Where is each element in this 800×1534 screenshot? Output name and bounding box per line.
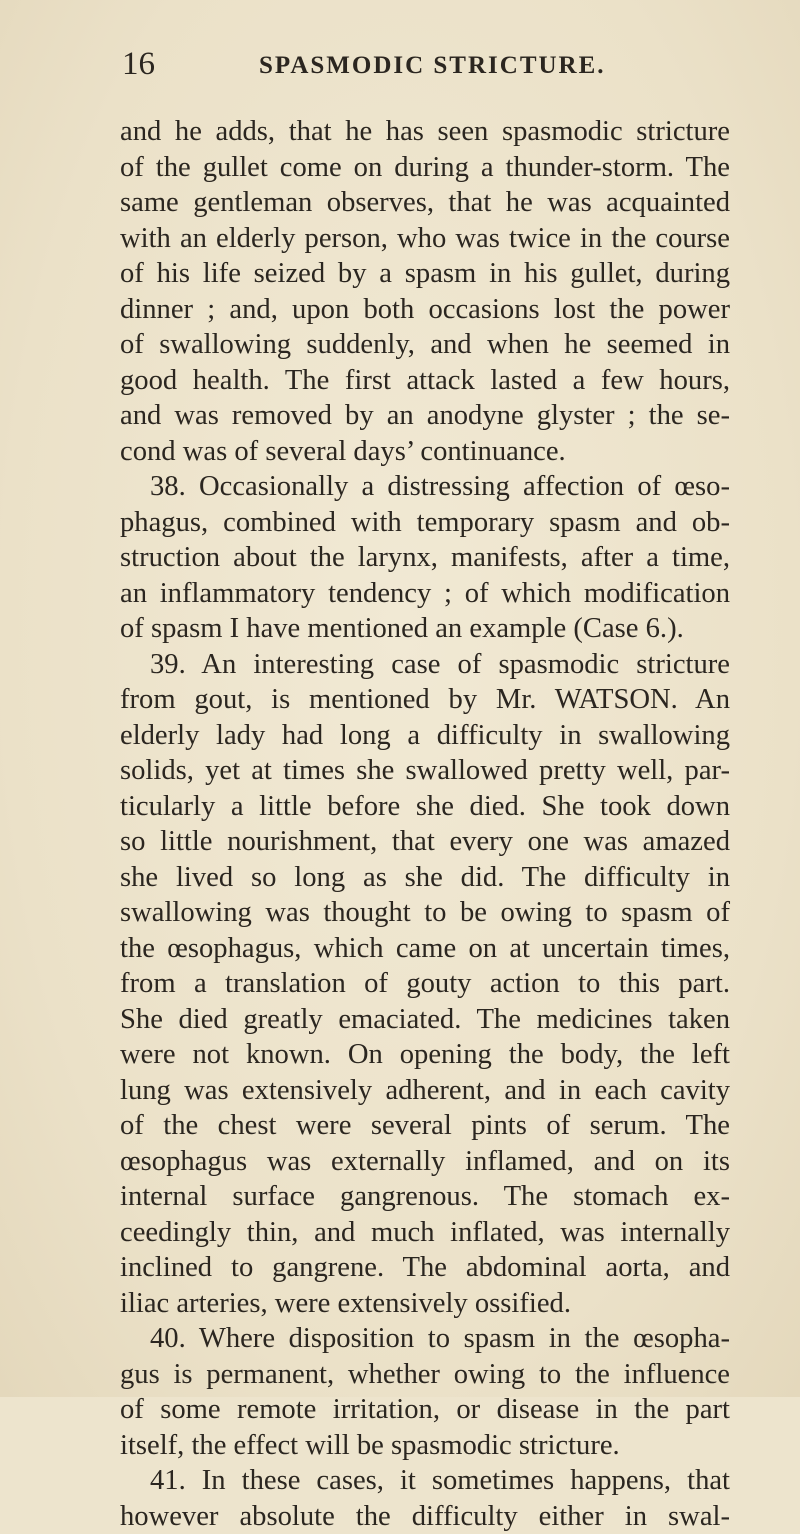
- body-text: [120, 114, 730, 1534]
- text-line: elderly lady had long a difficulty in swallowing: [120, 718, 730, 754]
- text-line: œsophagus was externally inflamed, and on its: [120, 1144, 730, 1180]
- text-line: struction about the larynx, manifests, after a time,: [120, 540, 730, 576]
- text-line: gus is permanent, whether owing to the influence: [120, 1357, 730, 1393]
- paragraph-40-start: 40. Where disposition to spasm in the œsopha-: [120, 1321, 730, 1357]
- text-line: inclined to gangrene. The abdominal aorta, and: [120, 1250, 730, 1286]
- page-number: 16: [122, 46, 155, 83]
- text-line: cond was of several days’ continuance.: [120, 434, 730, 470]
- text-line: internal surface gangrenous. The stomach ex-: [120, 1179, 730, 1215]
- text-line: dinner ; and, upon both occasions lost the power: [120, 292, 730, 328]
- text-line: phagus, combined with temporary spasm and ob-: [120, 505, 730, 541]
- text-line: lung was extensively adherent, and in each cavity: [120, 1073, 730, 1109]
- text-line: were not known. On opening the body, the left: [120, 1037, 730, 1073]
- running-title: SPASMODIC STRICTURE.: [259, 52, 606, 80]
- text-line: of swallowing suddenly, and when he seemed in: [120, 327, 730, 363]
- text-line: of the chest were several pints of serum. The: [120, 1108, 730, 1144]
- text-line: solids, yet at times she swallowed pretty well, par-: [120, 753, 730, 789]
- paragraph-38-start: 38. Occasionally a distressing affection of œso-: [120, 469, 730, 505]
- text-line: and was removed by an anodyne glyster ; the se-: [120, 398, 730, 434]
- text-line: with an elderly person, who was twice in the course: [120, 221, 730, 257]
- text-line: of his life seized by a spasm in his gullet, during: [120, 256, 730, 292]
- text-line: of some remote irritation, or disease in the part: [120, 1392, 730, 1428]
- text-line: same gentleman observes, that he was acquainted: [120, 185, 730, 221]
- text-line: of spasm I have mentioned an example (Case 6.).: [120, 611, 730, 647]
- text-line: iliac arteries, were extensively ossified.: [120, 1286, 730, 1322]
- text-line: good health. The first attack lasted a few hours,: [120, 363, 730, 399]
- text-line: she lived so long as she did. The difficulty in: [120, 860, 730, 896]
- text-line: so little nourishment, that every one was amazed: [120, 824, 730, 860]
- text-line: of the gullet come on during a thunder-storm. The: [120, 150, 730, 186]
- text-line: from a translation of gouty action to this part.: [120, 966, 730, 1002]
- text-line: She died greatly emaciated. The medicines taken: [120, 1002, 730, 1038]
- text-line: swallowing was thought to be owing to spasm of: [120, 895, 730, 931]
- paragraph-39-start: 39. An interesting case of spasmodic stricture: [120, 647, 730, 683]
- text-line: however absolute the difficulty either in swal-: [120, 1499, 730, 1534]
- text-line: ticularly a little before she died. She took down: [120, 789, 730, 825]
- text-line: and he adds, that he has seen spasmodic stricture: [120, 114, 730, 150]
- text-line: from gout, is mentioned by Mr. WATSON. An: [120, 682, 730, 718]
- paragraph-41-start: 41. In these cases, it sometimes happens, that: [120, 1463, 730, 1499]
- text-line: the œsophagus, which came on at uncertain times,: [120, 931, 730, 967]
- text-line: itself, the effect will be spasmodic stricture.: [120, 1428, 730, 1464]
- running-head: [122, 46, 722, 86]
- text-line: an inflammatory tendency ; of which modification: [120, 576, 730, 612]
- text-line: ceedingly thin, and much inflated, was internally: [120, 1215, 730, 1251]
